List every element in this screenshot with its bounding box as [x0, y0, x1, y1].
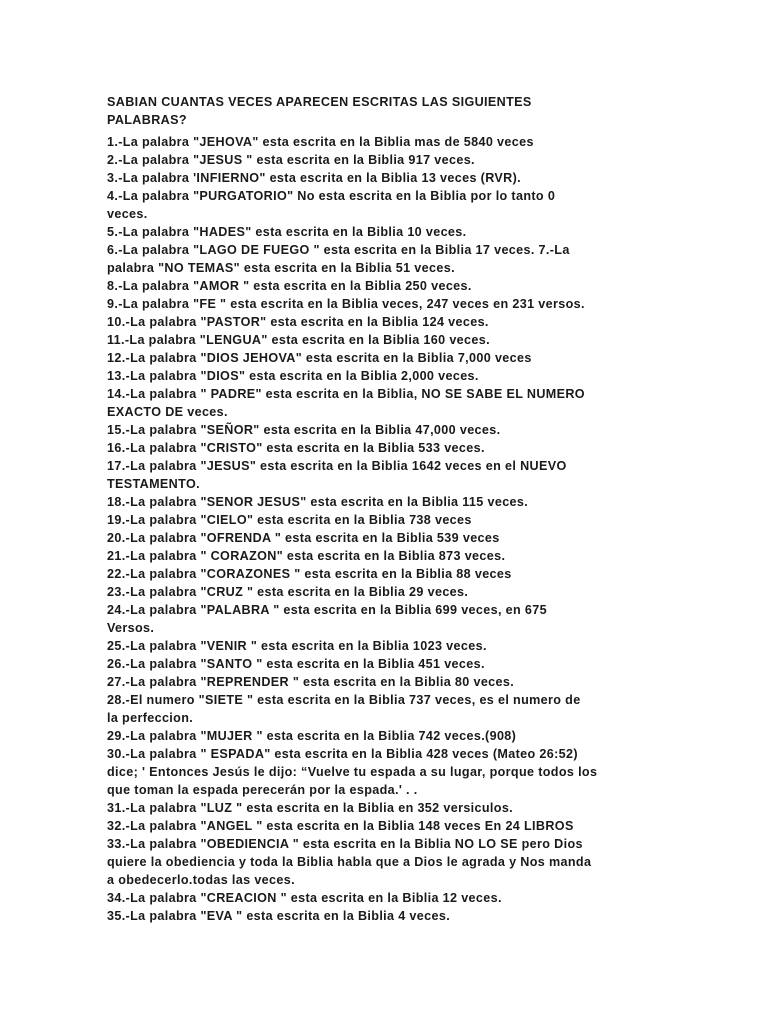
list-item-line: 26.-La palabra "SANTO " esta escrita en la Biblia 451 veces. [107, 657, 485, 671]
list-item-line: 33.-La palabra "OBEDIENCIA " esta escrita en la Biblia NO LO SE pero Dios [107, 837, 583, 851]
list-item-line: 11.-La palabra "LENGUA" esta escrita en la Biblia 160 veces. [107, 333, 490, 347]
list-item-line: 16.-La palabra "CRISTO" esta escrita en la Biblia 533 veces. [107, 441, 485, 455]
title-line: PALABRAS? [107, 113, 187, 127]
list-item-line: 2.-La palabra "JESUS " esta escrita en la Biblia 917 veces. [107, 153, 475, 167]
title-line: SABIAN CUANTAS VECES APARECEN ESCRITAS LAS SIGUIENTES [107, 95, 532, 109]
list-item-line: 29.-La palabra "MUJER " esta escrita en la Biblia 742 veces.(908) [107, 729, 517, 743]
list-item-line: 23.-La palabra "CRUZ " esta escrita en la Biblia 29 veces. [107, 585, 469, 599]
list-item-line: quiere la obediencia y toda la Biblia habla que a Dios le agrada y Nos manda [107, 855, 592, 869]
list-item-line: 14.-La palabra " PADRE" esta escrita en la Biblia, NO SE SABE EL NUMERO [107, 387, 585, 401]
list-item-line: 1.-La palabra "JEHOVA" esta escrita en la Biblia mas de 5840 veces [107, 135, 534, 149]
list-item-line: 13.-La palabra "DIOS" esta escrita en la Biblia 2,000 veces. [107, 369, 479, 383]
list-item-line: 21.-La palabra " CORAZON" esta escrita en la Biblia 873 veces. [107, 549, 506, 563]
list-item-line: 34.-La palabra "CREACION " esta escrita en la Biblia 12 veces. [107, 891, 502, 905]
list-item-line: 35.-La palabra "EVA " esta escrita en la Biblia 4 veces. [107, 909, 451, 923]
list-item-line: 8.-La palabra "AMOR " esta escrita en la Biblia 250 veces. [107, 279, 472, 293]
list-item-line: 18.-La palabra "SENOR JESUS" esta escrita en la Biblia 115 veces. [107, 495, 529, 509]
list-item-line: 19.-La palabra "CIELO" esta escrita en la Biblia 738 veces [107, 513, 472, 527]
list-item-line: 20.-La palabra "OFRENDA " esta escrita en la Biblia 539 veces [107, 531, 500, 545]
list-item-line: veces. [107, 207, 148, 221]
list-item-line: EXACTO DE veces. [107, 405, 228, 419]
list-item-line: la perfeccion. [107, 711, 194, 725]
list-item-line: Versos. [107, 621, 155, 635]
list-item-line: 3.-La palabra 'INFIERNO" esta escrita en la Biblia 13 veces (RVR). [107, 171, 521, 185]
list-item-line: 9.-La palabra "FE " esta escrita en la Biblia veces, 247 veces en 231 versos. [107, 297, 585, 311]
list-item-line: 28.-El numero "SIETE " esta escrita en la Biblia 737 veces, es el numero de [107, 693, 581, 707]
list-item-line: 22.-La palabra "CORAZONES " esta escrita en la Biblia 88 veces [107, 567, 512, 581]
list-item-line: 12.-La palabra "DIOS JEHOVA" esta escrita en la Biblia 7,000 veces [107, 351, 532, 365]
list-item-line: 5.-La palabra "HADES" esta escrita en la Biblia 10 veces. [107, 225, 467, 239]
list-item-line: 30.-La palabra " ESPADA" esta escrita en la Biblia 428 veces (Mateo 26:52) [107, 747, 578, 761]
document-page [107, 93, 663, 925]
list-item-line: que toman la espada perecerán por la espada.' . . [107, 783, 418, 797]
list-item-line: 4.-La palabra "PURGATORIO" No esta escrita en la Biblia por lo tanto 0 [107, 189, 556, 203]
list-item-line: 27.-La palabra "REPRENDER " esta escrita en la Biblia 80 veces. [107, 675, 515, 689]
list-item-line: 31.-La palabra "LUZ " esta escrita en la Biblia en 352 versiculos. [107, 801, 514, 815]
document-title [107, 93, 663, 129]
list-item-line: palabra "NO TEMAS" esta escrita en la Biblia 51 veces. [107, 261, 455, 275]
word-count-list [107, 133, 663, 925]
list-item-line: 25.-La palabra "VENIR " esta escrita en la Biblia 1023 veces. [107, 639, 487, 653]
list-item-line: 15.-La palabra "SEÑOR" esta escrita en la Biblia 47,000 veces. [107, 423, 501, 437]
list-item-line: 17.-La palabra "JESUS" esta escrita en la Biblia 1642 veces en el NUEVO [107, 459, 567, 473]
list-item-line: TESTAMENTO. [107, 477, 200, 491]
list-item-line: dice; ' Entonces Jesús le dijo: “Vuelve tu espada a su lugar, porque todos los [107, 765, 598, 779]
list-item-line: 6.-La palabra "LAGO DE FUEGO " esta escrita en la Biblia 17 veces. 7.-La [107, 243, 570, 257]
list-item-line: a obedecerlo.todas las veces. [107, 873, 295, 887]
list-item-line: 10.-La palabra "PASTOR" esta escrita en la Biblia 124 veces. [107, 315, 489, 329]
list-item-line: 24.-La palabra "PALABRA " esta escrita en la Biblia 699 veces, en 675 [107, 603, 547, 617]
list-item-line: 32.-La palabra "ANGEL " esta escrita en la Biblia 148 veces En 24 LIBROS [107, 819, 574, 833]
